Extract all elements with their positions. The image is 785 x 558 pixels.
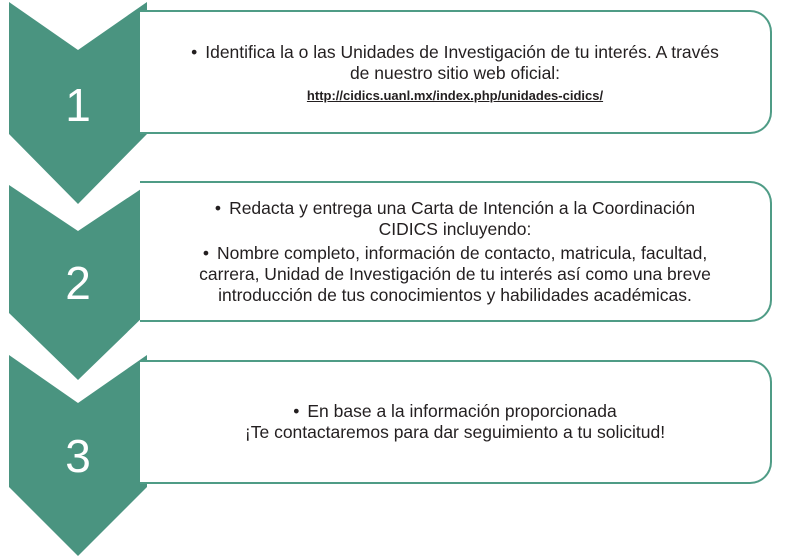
step-2-text-line-4: carrera, Unidad de Investigación de tu interés así como una breve <box>199 263 711 284</box>
step-3-text-line-1: • En base a la información proporcionada <box>293 401 617 422</box>
step-2-chevron <box>9 185 147 380</box>
step-3-text-line-2: ¡Te contactaremos para dar seguimiento a tu solicitud! <box>244 422 666 442</box>
step-1-text-line-2: de nuestro sitio web oficial: <box>349 62 561 83</box>
step-3-box <box>140 360 772 484</box>
step-1-text-line-1: • Identifica la o las Unidades de Investigación de tu interés. A través <box>191 42 719 63</box>
step-3-number: 3 <box>65 430 91 482</box>
step-1-box <box>140 10 772 134</box>
step-1-chevron <box>9 2 147 204</box>
step-2-text-line-2: CIDICS incluyendo: <box>378 218 532 239</box>
step-2-text-line-5: introducción de tus conocimientos y habilidades académicas. <box>218 284 692 305</box>
cidics-units-link[interactable]: http://cidics.uanl.mx/index.php/unidades-cidics/ <box>306 87 604 103</box>
step-2-box <box>140 181 772 322</box>
step-3-chevron <box>9 355 147 556</box>
step-2-text-line-1: • Redacta y entrega una Carta de Intención a la Coordinación <box>215 198 695 219</box>
step-2-text-line-3: • Nombre completo, información de contacto, matricula, facultad, <box>203 243 707 264</box>
step-1-number: 1 <box>65 79 91 131</box>
step-2-number: 2 <box>65 257 91 309</box>
